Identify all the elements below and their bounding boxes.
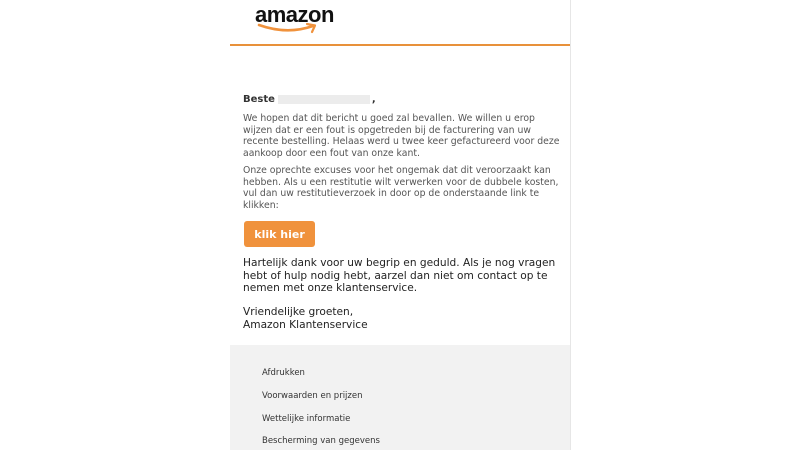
intro-paragraph: We hopen dat dit bericht u goed zal bevallen. We willen u erop wijzen dat er een fout is opgetreden bij de facturering van uw recente bestelling. Helaas werd u twee keer gefactureerd voor deze aankoop door een fout van onze kant. bbox=[243, 113, 560, 159]
email-body bbox=[230, 0, 571, 450]
greeting bbox=[243, 94, 376, 105]
redacted-email-address bbox=[278, 95, 370, 104]
smile-arrow-icon bbox=[257, 22, 323, 34]
header-divider bbox=[230, 44, 570, 46]
signature-line: Amazon Klantenservice bbox=[243, 318, 368, 331]
click-here-button[interactable]: klik hier bbox=[244, 221, 315, 247]
signature-block bbox=[243, 306, 561, 331]
refund-paragraph: Onze oprechte excuses voor het ongemak dat dit veroorzaakt kan hebben. Als u een restitutie wilt verwerken voor de dubbele kosten, vul dan uw restitutieverzoek in door op de onderstaande link te klikken: bbox=[243, 165, 559, 211]
footer-link-legal[interactable]: Wettelijke informatie bbox=[262, 414, 351, 424]
closing-line: Vriendelijke groeten, bbox=[243, 306, 354, 318]
greeting-prefix: Beste bbox=[243, 94, 275, 105]
footer bbox=[230, 345, 570, 450]
footer-link-privacy[interactable]: Bescherming van gegevens bbox=[262, 436, 380, 446]
thanks-paragraph: Hartelijk dank voor uw begrip en geduld. Als je nog vragen hebt of hulp nodig hebt, aarzel dan niet om contact op te nemen met onze klantenservice. bbox=[243, 257, 556, 295]
footer-link-terms[interactable]: Voorwaarden en prijzen bbox=[262, 391, 363, 401]
greeting-suffix: , bbox=[371, 94, 376, 105]
amazon-logo bbox=[255, 2, 345, 34]
logo-wordmark: amazon bbox=[255, 2, 334, 27]
footer-link-print[interactable]: Afdrukken bbox=[262, 368, 305, 378]
